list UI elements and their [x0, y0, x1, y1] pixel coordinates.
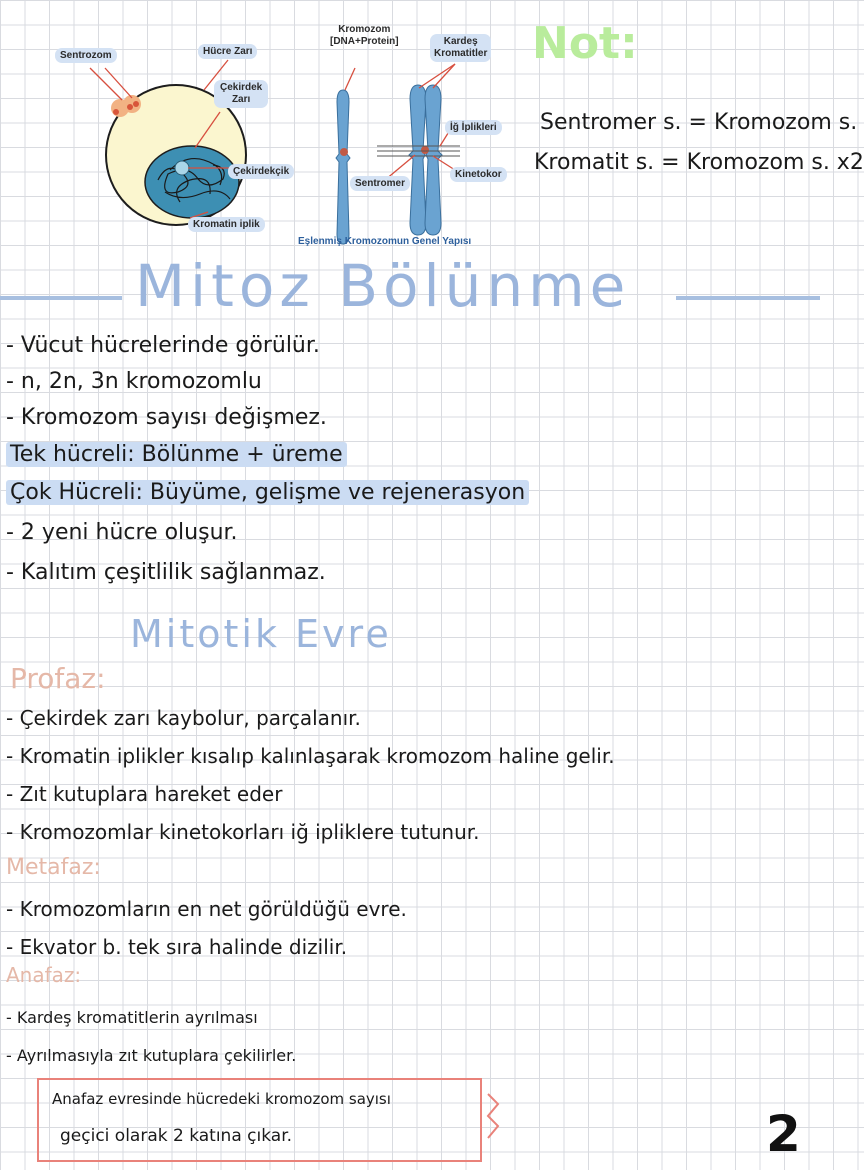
intro-line-3: - Kromozom sayısı değişmez. — [6, 405, 327, 430]
label-cekirdek-zari: Çekirdek Zarı — [214, 80, 268, 108]
metafaz-title: Metafaz: — [6, 855, 101, 880]
intro-line-5 — [6, 480, 529, 505]
profaz-line-4: - Kromozomlar kinetokorları iğ ipliklere tutunur. — [6, 820, 480, 844]
intro-line-1: - Vücut hücrelerinde görülür. — [6, 333, 320, 358]
diagram-caption: Eşlenmiş Kromozomun Genel Yapısı — [298, 236, 472, 247]
profaz-line-3: - Zıt kutuplara hareket eder — [6, 782, 283, 806]
label-kinetokor: Kinetokor — [450, 167, 507, 182]
title-underline-right — [676, 296, 820, 300]
label-kardes-kromatitler: Kardeş Kromatitler — [430, 34, 491, 62]
profaz-line-1: - Çekirdek zarı kaybolur, parçalanır. — [6, 706, 361, 730]
label-kromozom: Kromozom [DNA+Protein] — [330, 24, 399, 47]
intro-line-2: - n, 2n, 3n kromozomlu — [6, 369, 262, 394]
box-line-2: geçici olarak 2 katına çıkar. — [60, 1126, 293, 1146]
anafaz-title: Anafaz: — [6, 963, 82, 987]
label-cekirdekcik: Çekirdekçik — [228, 164, 294, 179]
label-sentromer: Sentromer — [350, 176, 410, 191]
box-bracket-mark — [484, 1090, 504, 1150]
subtitle: Mitotik Evre — [130, 612, 392, 656]
label-ig-iplikleri: İğ İplikleri — [445, 120, 502, 135]
note-line-1: Sentromer s. = Kromozom s. — [540, 110, 858, 135]
intro-line-4 — [6, 442, 347, 467]
box-line-1: Anafaz evresinde hücredeki kromozom sayısı — [52, 1090, 391, 1108]
profaz-title: Profaz: — [10, 662, 106, 695]
title-underline-left — [0, 296, 122, 300]
note-title: Not: — [532, 18, 638, 69]
note-line-2: Kromatit s. = Kromozom s. x2 — [534, 150, 864, 175]
page-title: Mitoz Bölünme — [135, 252, 631, 320]
intro-line-4-text: Tek hücreli: Bölünme + üreme — [6, 442, 347, 467]
anafaz-line-1: - Kardeş kromatitlerin ayrılması — [6, 1008, 258, 1027]
profaz-line-2: - Kromatin iplikler kısalıp kalınlaşarak kromozom haline gelir. — [6, 744, 615, 768]
intro-line-5-text: Çok Hücreli: Büyüme, gelişme ve rejenerasyon — [6, 480, 529, 505]
anafaz-line-2: - Ayrılmasıyla zıt kutuplara çekilirler. — [6, 1046, 297, 1065]
intro-line-6: - 2 yeni hücre oluşur. — [6, 520, 238, 545]
metafaz-line-1: - Kromozomların en net görüldüğü evre. — [6, 897, 407, 921]
label-hucre-zari: Hücre Zarı — [198, 44, 257, 59]
metafaz-line-2: - Ekvator b. tek sıra halinde dizilir. — [6, 935, 348, 959]
intro-line-7: - Kalıtım çeşitlilik sağlanmaz. — [6, 560, 326, 585]
label-sentrozom: Sentrozom — [55, 48, 117, 63]
label-kromatin-iplik: Kromatin iplik — [188, 217, 265, 232]
page-number: 2 — [766, 1105, 801, 1163]
